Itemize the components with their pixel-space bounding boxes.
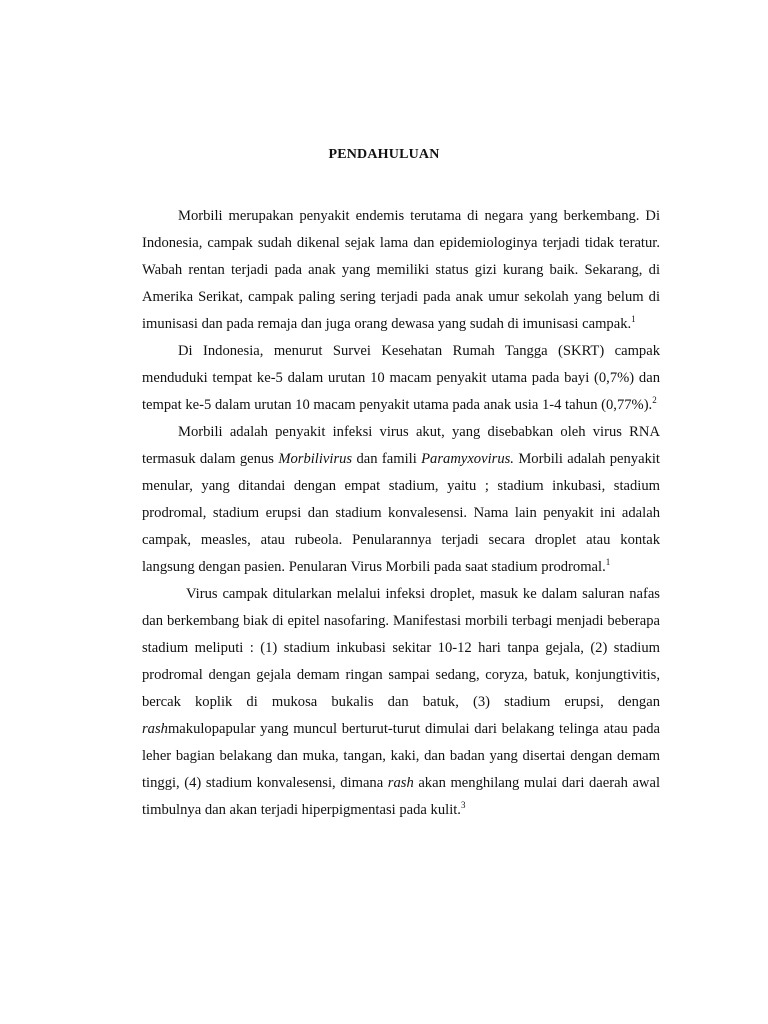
paragraph-3-text-b: dan famili [352,451,422,467]
paragraph-3-text-c: Morbili adalah penyakit menular, yang ditandai dengan empat stadium, yaitu ; stadium inkubasi, stadium prodromal, stadium erupsi dan stadium konvalesensi. Nama lain penyakit ini adalah campak, measles, atau rubeola. Penularannya terjadi secara droplet atau kontak langsung dengan pasien. Penularan Virus Morbili pada saat stadium prodromal. [142,451,660,575]
reference-1: 1 [631,314,636,324]
family-name: Paramyxovirus. [421,451,514,467]
paragraph-2 [142,338,660,419]
reference-2: 2 [652,395,657,405]
paragraph-3-text-a: Morbili adalah penyakit infeksi virus akut, yang disebabkan oleh virus RNA termasuk dalam genus [142,424,660,467]
paragraph-4-text-c: akan menghilang mulai dari daerah awal timbulnya dan akan terjadi hiperpigmentasi pada kulit. [142,775,660,818]
paragraph-2-text: Di Indonesia, menurut Survei Kesehatan Rumah Tangga (SKRT) campak menduduki tempat ke-5 dalam urutan 10 macam penyakit utama pada bayi (0,7%) dan tempat ke-5 dalam urutan 10 macam penyakit utama pada anak usia 1-4 tahun (0,77%). [142,343,660,413]
genus-name: Morbilivirus [278,451,353,467]
page-title: PENDAHULUAN [328,147,440,162]
rash-term-2: rash [387,775,414,791]
body-text [142,203,660,824]
paragraph-1 [142,203,660,338]
paragraph-4 [142,581,660,824]
paragraph-4-text-a: Virus campak ditularkan melalui infeksi droplet, masuk ke dalam saluran nafas dan berkembang biak di epitel nasofaring. Manifestasi morbili terbagi menjadi beberapa stadium meliputi : (1) stadium inkubasi sekitar 10-12 hari tanpa gejala, (2) stadium prodromal dengan gejala demam ringan sampai sedang, coryza, batuk, konjungtivitis, bercak koplik di mukosa bukalis dan batuk, (3) stadium erupsi, dengan [142,586,660,710]
rash-term-1: rash [142,721,168,737]
reference-4: 3 [460,800,466,810]
paragraph-1-text: Morbili merupakan penyakit endemis terutama di negara yang berkembang. Di Indonesia, campak sudah dikenal sejak lama dan epidemiologinya terjadi tidak teratur. Wabah rentan terjadi pada anak yang memiliki status gizi kurang baik. Sekarang, di Amerika Serikat, campak paling sering terjadi pada anak umur sekolah yang belum di imunisasi dan pada remaja dan juga orang dewasa yang sudah di imunisasi campak. [142,208,660,332]
paragraph-4-text-b: makulopapular yang muncul berturut-turut dimulai dari belakang telinga atau pada leher bagian belakang dan muka, tangan, kaki, dan badan yang disertai dengan demam tinggi, (4) stadium konvalesensi, dimana [142,721,660,791]
reference-3: 1 [605,557,611,567]
paragraph-3 [142,419,660,581]
